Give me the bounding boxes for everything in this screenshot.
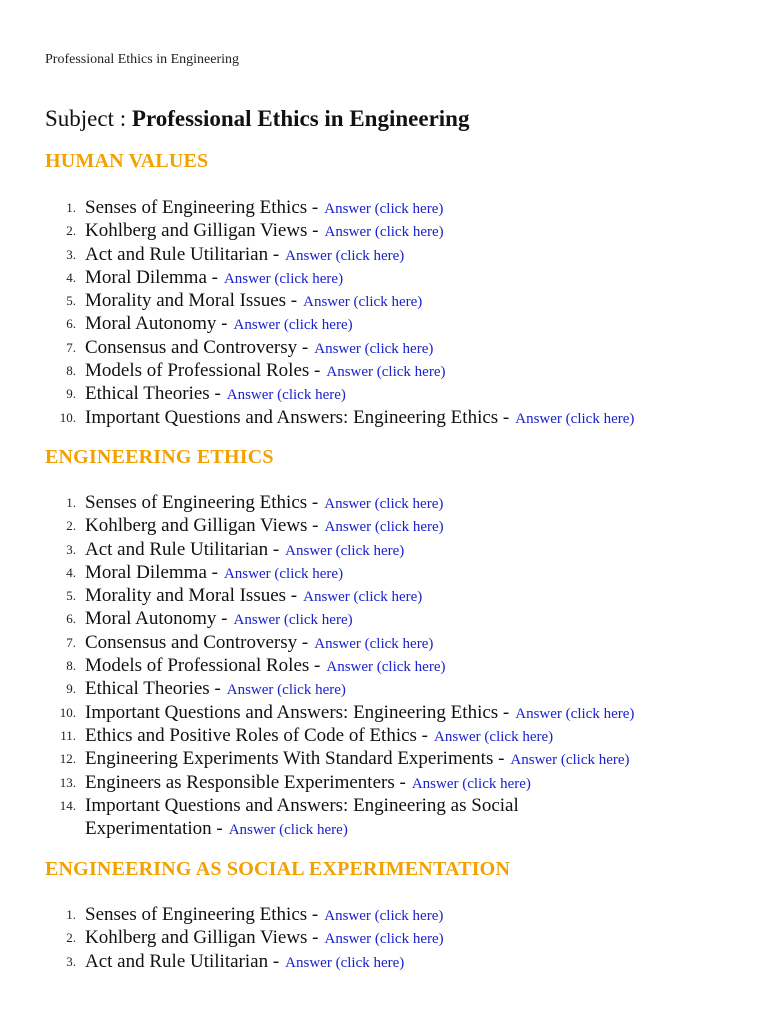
- answer-link[interactable]: Answer (click here): [233, 612, 353, 629]
- list-item: [0, 359, 768, 382]
- answer-link[interactable]: Answer (click here): [303, 589, 423, 606]
- item-number: 13.: [59, 774, 76, 790]
- list-item: [0, 196, 768, 219]
- item-number: 14.: [59, 797, 76, 813]
- item-number: 2.: [66, 223, 76, 239]
- item-number: 5.: [66, 588, 76, 604]
- item-number: 2.: [66, 518, 76, 534]
- section-heading-engineering-ethics: ENGINEERING ETHICS: [45, 446, 274, 468]
- answer-link[interactable]: Answer (click here): [226, 682, 346, 699]
- answer-link[interactable]: Answer (click here): [324, 519, 444, 536]
- item-number: 3.: [66, 246, 76, 262]
- item-topic: Moral Autonomy -: [85, 313, 228, 335]
- subject-prefix: Subject :: [45, 106, 127, 131]
- item-topic: Kohlberg and Gilligan Views -: [85, 515, 319, 537]
- list-item: [0, 514, 768, 537]
- answer-link[interactable]: Answer (click here): [314, 340, 434, 357]
- item-number: 12.: [59, 751, 76, 767]
- item-topic: Senses of Engineering Ethics -: [85, 492, 319, 513]
- item-topic: Engineers as Responsible Experimenters -: [85, 771, 406, 793]
- answer-link[interactable]: Answer (click here): [303, 294, 423, 311]
- item-number: 7.: [66, 634, 76, 650]
- list-item: [0, 724, 768, 747]
- section-heading-human-values: HUMAN VALUES: [45, 150, 209, 172]
- item-topic: Consensus and Controversy -: [85, 631, 309, 653]
- running-header: Professional Ethics in Engineering: [45, 52, 240, 67]
- list-item: [0, 677, 768, 700]
- answer-link[interactable]: Answer (click here): [434, 728, 554, 745]
- item-topic: Moral Autonomy -: [85, 608, 228, 630]
- answer-link[interactable]: Answer (click here): [228, 822, 348, 839]
- subject-line: [45, 106, 469, 132]
- list-item: [0, 654, 768, 677]
- item-number: 7.: [66, 339, 76, 355]
- answer-link[interactable]: Answer (click here): [324, 224, 444, 241]
- item-topic: Kohlberg and Gilligan Views -: [85, 220, 319, 242]
- answer-link[interactable]: Answer (click here): [510, 752, 630, 769]
- section-list-engineering-ethics: [0, 491, 768, 840]
- item-topic: Senses of Engineering Ethics -: [85, 197, 319, 218]
- item-number: 6.: [66, 316, 76, 332]
- answer-link[interactable]: Answer (click here): [324, 496, 444, 512]
- item-topic: Morality and Moral Issues -: [85, 290, 298, 312]
- list-item: [0, 538, 768, 561]
- section-list-engineering-as-social-experimentation: [0, 903, 768, 973]
- answer-link[interactable]: Answer (click here): [285, 954, 405, 971]
- list-item: [0, 561, 768, 584]
- item-number: 1.: [66, 907, 76, 922]
- answer-link[interactable]: Answer (click here): [285, 542, 405, 559]
- list-item: [0, 607, 768, 630]
- list-item: [0, 289, 768, 312]
- item-number: 9.: [66, 681, 76, 697]
- item-topic: Moral Dilemma -: [85, 266, 218, 288]
- list-item: [0, 794, 768, 841]
- answer-link[interactable]: Answer (click here): [326, 659, 446, 676]
- list-item: [0, 382, 768, 405]
- list-item: [0, 926, 768, 949]
- item-topic: Models of Professional Roles -: [85, 655, 321, 677]
- item-number: 3.: [66, 541, 76, 557]
- answer-link[interactable]: Answer (click here): [223, 270, 344, 287]
- answer-link[interactable]: Answer (click here): [326, 364, 446, 381]
- subject-title: Professional Ethics in Engineering: [131, 106, 470, 131]
- list-item: [0, 771, 768, 794]
- item-topic: Kohlberg and Gilligan Views -: [85, 927, 319, 949]
- list-item: [0, 701, 768, 724]
- answer-link[interactable]: Answer (click here): [226, 387, 346, 404]
- item-number: 1.: [66, 495, 76, 510]
- item-topic: Act and Rule Utilitarian -: [85, 538, 280, 560]
- answer-link[interactable]: Answer (click here): [223, 565, 344, 582]
- list-item: [0, 219, 768, 242]
- list-item: [0, 406, 768, 429]
- list-item: [0, 631, 768, 654]
- list-item: [0, 266, 768, 289]
- item-topic-continued: Experimentation -: [85, 818, 223, 840]
- item-topic: Act and Rule Utilitarian -: [85, 243, 280, 265]
- item-topic: Important Questions and Answers: Engineering as Social: [85, 794, 519, 816]
- answer-link[interactable]: Answer (click here): [515, 705, 635, 722]
- item-topic: Ethical Theories -: [85, 383, 221, 405]
- item-topic: Important Questions and Answers: Engineering Ethics -: [85, 701, 510, 723]
- item-number: 11.: [60, 727, 76, 743]
- section-list-human-values: [0, 196, 768, 429]
- item-number: 9.: [66, 386, 76, 402]
- item-number: 2.: [66, 930, 76, 946]
- answer-link[interactable]: Answer (click here): [233, 317, 353, 334]
- answer-link[interactable]: Answer (click here): [411, 775, 531, 792]
- item-number: 8.: [66, 658, 76, 674]
- item-number: 6.: [66, 611, 76, 627]
- list-item: [0, 312, 768, 335]
- item-topic: Moral Dilemma -: [85, 561, 218, 583]
- answer-link[interactable]: Answer (click here): [324, 201, 444, 217]
- item-topic: Ethical Theories -: [85, 678, 221, 700]
- item-topic: Consensus and Controversy -: [85, 336, 309, 358]
- item-number: 1.: [66, 200, 76, 215]
- list-item: [0, 950, 768, 973]
- list-item: [0, 747, 768, 770]
- section-heading-engineering-as-social-experimentation: ENGINEERING AS SOCIAL EXPERIMENTATION: [45, 858, 511, 880]
- item-number: 8.: [66, 363, 76, 379]
- item-topic: Act and Rule Utilitarian -: [85, 950, 280, 972]
- item-topic: Ethics and Positive Roles of Code of Ethics -: [85, 724, 429, 746]
- item-number: 5.: [66, 293, 76, 309]
- answer-link[interactable]: Answer (click here): [314, 635, 434, 652]
- item-number: 4.: [66, 564, 76, 580]
- item-topic: Morality and Moral Issues -: [85, 585, 298, 607]
- item-number: 3.: [66, 953, 76, 969]
- item-number: 4.: [66, 269, 76, 285]
- item-number: 10.: [59, 409, 76, 425]
- answer-link[interactable]: Answer (click here): [515, 410, 635, 427]
- item-number: 10.: [59, 704, 76, 720]
- list-item: [0, 336, 768, 359]
- item-topic: Important Questions and Answers: Engineering Ethics -: [85, 406, 510, 428]
- list-item: [0, 903, 768, 926]
- answer-link[interactable]: Answer (click here): [285, 247, 405, 264]
- answer-link[interactable]: Answer (click here): [324, 908, 444, 924]
- item-topic: Senses of Engineering Ethics -: [85, 904, 319, 925]
- item-topic: Engineering Experiments With Standard Experiments -: [85, 748, 505, 770]
- list-item: [0, 584, 768, 607]
- answer-link[interactable]: Answer (click here): [324, 931, 444, 948]
- list-item: [0, 491, 768, 514]
- item-topic: Models of Professional Roles -: [85, 360, 321, 382]
- list-item: [0, 243, 768, 266]
